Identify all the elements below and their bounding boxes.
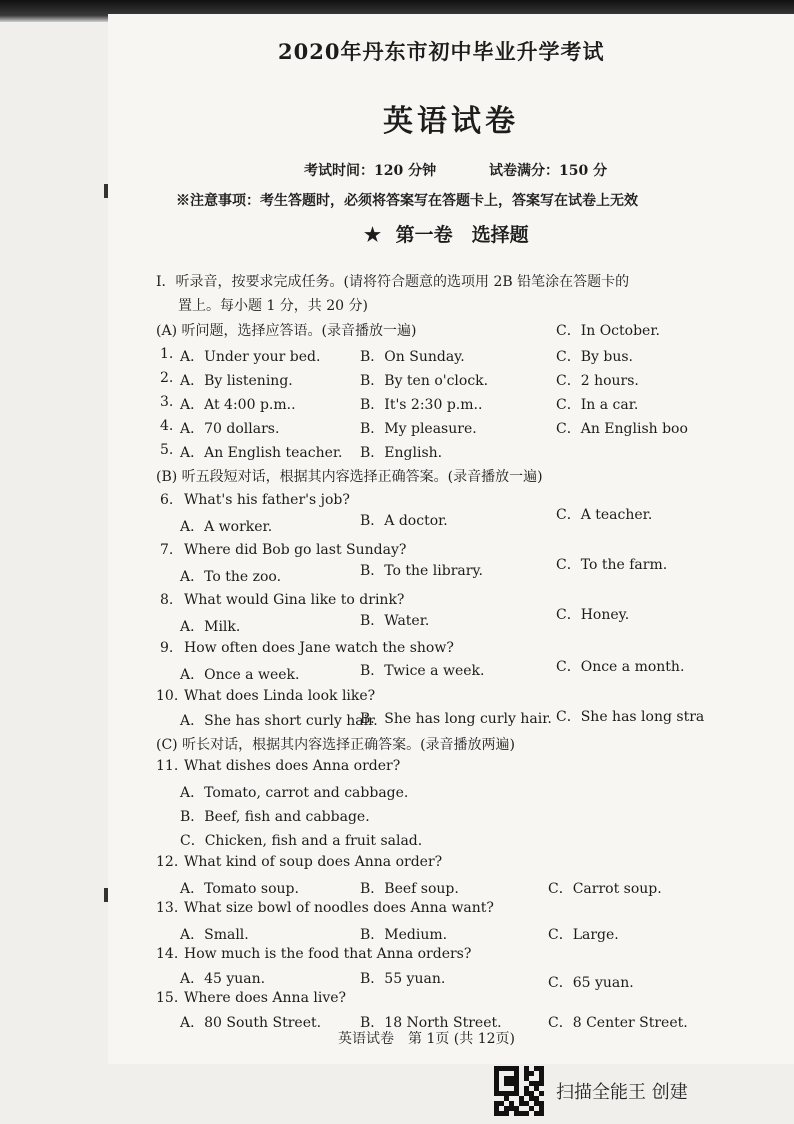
- option-a: A．An English teacher.: [180, 445, 343, 461]
- question-text: How much is the food that Anna orders?: [184, 946, 472, 962]
- question-number: 1.: [160, 346, 174, 362]
- option-a: A．She has short curly hair.: [180, 713, 378, 729]
- question-number: 11.: [156, 758, 179, 774]
- section-1-line-2: 置上。每小题 1 分，共 20 分): [178, 298, 368, 314]
- part-c-heading: (C) 听长对话，根据其内容选择正确答案。(录音播放两遍): [156, 737, 516, 753]
- exam-subtitle: 英语试卷: [383, 104, 519, 139]
- question-text: What does Linda look like?: [184, 688, 376, 704]
- exam-title: 2020年丹东市初中毕业升学考试: [278, 39, 605, 64]
- star-icon: ★: [364, 224, 382, 246]
- option-a: A．Milk.: [180, 619, 241, 635]
- option-c: C．To the farm.: [556, 557, 668, 573]
- question-number: 3.: [160, 394, 174, 410]
- option-c: C．An English boo: [556, 421, 688, 437]
- option-c: C．Carrot soup.: [548, 881, 662, 897]
- question-number: 15.: [156, 990, 179, 1006]
- exam-time: 考试时间：120 分钟: [304, 163, 437, 179]
- edge-mark: [104, 184, 108, 198]
- question-number: 4.: [160, 418, 174, 434]
- option-c: C．8 Center Street.: [548, 1015, 688, 1031]
- question-number: 12.: [156, 854, 179, 870]
- part-b-heading: (B) 听五段短对话，根据其内容选择正确答案。(录音播放一遍): [156, 469, 543, 485]
- exam-meta: [304, 160, 655, 180]
- question-number: 6.: [160, 492, 174, 508]
- option-a: A．Under your bed.: [180, 349, 321, 365]
- option-b: B．18 North Street.: [360, 1015, 502, 1031]
- option-c: C．She has long stra: [556, 709, 705, 725]
- option-b: B．It's 2:30 p.m..: [360, 397, 483, 413]
- question-number: 9.: [160, 640, 174, 656]
- scanner-brand: 扫描全能王 创建: [556, 1082, 688, 1103]
- option-a: A．A worker.: [180, 519, 273, 535]
- section-1-instructions: [156, 270, 629, 318]
- option-b: B．Beef, fish and cabbage.: [180, 809, 370, 825]
- option-c: C．Honey.: [556, 607, 630, 623]
- option-a: A．Once a week.: [180, 667, 300, 683]
- part-a-heading: (A) 听问题，选择应答语。(录音播放一遍): [156, 323, 417, 339]
- option-a: A．80 South Street.: [180, 1015, 322, 1031]
- option-b: B．Medium.: [360, 927, 448, 943]
- question-text: What kind of soup does Anna order?: [184, 854, 443, 870]
- option-b: B．She has long curly hair.: [360, 711, 552, 727]
- question-text: How often does Jane watch the show?: [184, 640, 454, 656]
- option-c: C．By bus.: [556, 349, 633, 365]
- question-text: Where did Bob go last Sunday?: [184, 542, 407, 558]
- option-c: C．In a car.: [556, 397, 639, 413]
- question-text: Where does Anna live?: [184, 990, 347, 1006]
- exam-notice: ※注意事项：考生答题时，必须将答案写在答题卡上，答案写在试卷上无效: [176, 193, 638, 209]
- exam-page: [108, 14, 794, 1064]
- option-c: C．65 yuan.: [548, 975, 634, 991]
- option-c: C．Large.: [548, 927, 619, 943]
- edge-mark: [104, 888, 108, 902]
- option-a: A．At 4:00 p.m..: [180, 397, 296, 413]
- volume-heading: [364, 220, 529, 247]
- option-c: C．A teacher.: [556, 507, 653, 523]
- qr-code: [494, 1066, 544, 1116]
- option-a: A．Tomato, carrot and cabbage.: [180, 785, 409, 801]
- question-number: 14.: [156, 946, 179, 962]
- option-c: C．Once a month.: [556, 659, 685, 675]
- question-number: 8.: [160, 592, 174, 608]
- question-number: 13.: [156, 900, 179, 916]
- volume-title: 第一卷 选择题: [395, 224, 529, 246]
- question-text: What's his father's job?: [184, 492, 350, 508]
- option-b: B．A doctor.: [360, 513, 448, 529]
- option-a: A．45 yuan.: [180, 971, 266, 987]
- option-a: A．70 dollars.: [180, 421, 280, 437]
- option-b: B．By ten o'clock.: [360, 373, 489, 389]
- question-text: What would Gina like to drink?: [184, 592, 405, 608]
- option-c: C．Chicken, fish and a fruit salad.: [180, 833, 423, 849]
- option-b: B．My pleasure.: [360, 421, 477, 437]
- question-number: 10.: [156, 688, 179, 704]
- option-a: A．By listening.: [180, 373, 293, 389]
- question-text: What size bowl of noodles does Anna want?: [184, 900, 494, 916]
- question-number: 2.: [160, 370, 174, 386]
- option-a: A．Small.: [180, 927, 249, 943]
- section-1-line-1: Ⅰ．听录音，按要求完成任务。(请将符合题意的选项用 2B 铅笔涂在答题卡的: [156, 274, 630, 290]
- option-b: B．To the library.: [360, 563, 483, 579]
- page-footer: 英语试卷 第 1页 (共 12页): [338, 1031, 515, 1047]
- full-score: 试卷满分：150 分: [488, 163, 608, 179]
- option-a: A．To the zoo.: [180, 569, 282, 585]
- question-number: 7.: [160, 542, 174, 558]
- option-b: B．55 yuan.: [360, 971, 446, 987]
- option-b: B．English.: [360, 445, 443, 461]
- option-c: C．2 hours.: [556, 373, 639, 389]
- option-b: B．Water.: [360, 613, 430, 629]
- part-a-option-c-header: C．In October.: [556, 323, 660, 339]
- option-b: B．Beef soup.: [360, 881, 459, 897]
- option-b: B．Twice a week.: [360, 663, 485, 679]
- option-a: A．Tomato soup.: [180, 881, 299, 897]
- question-number: 5.: [160, 442, 174, 458]
- option-b: B．On Sunday.: [360, 349, 465, 365]
- question-text: What dishes does Anna order?: [184, 758, 401, 774]
